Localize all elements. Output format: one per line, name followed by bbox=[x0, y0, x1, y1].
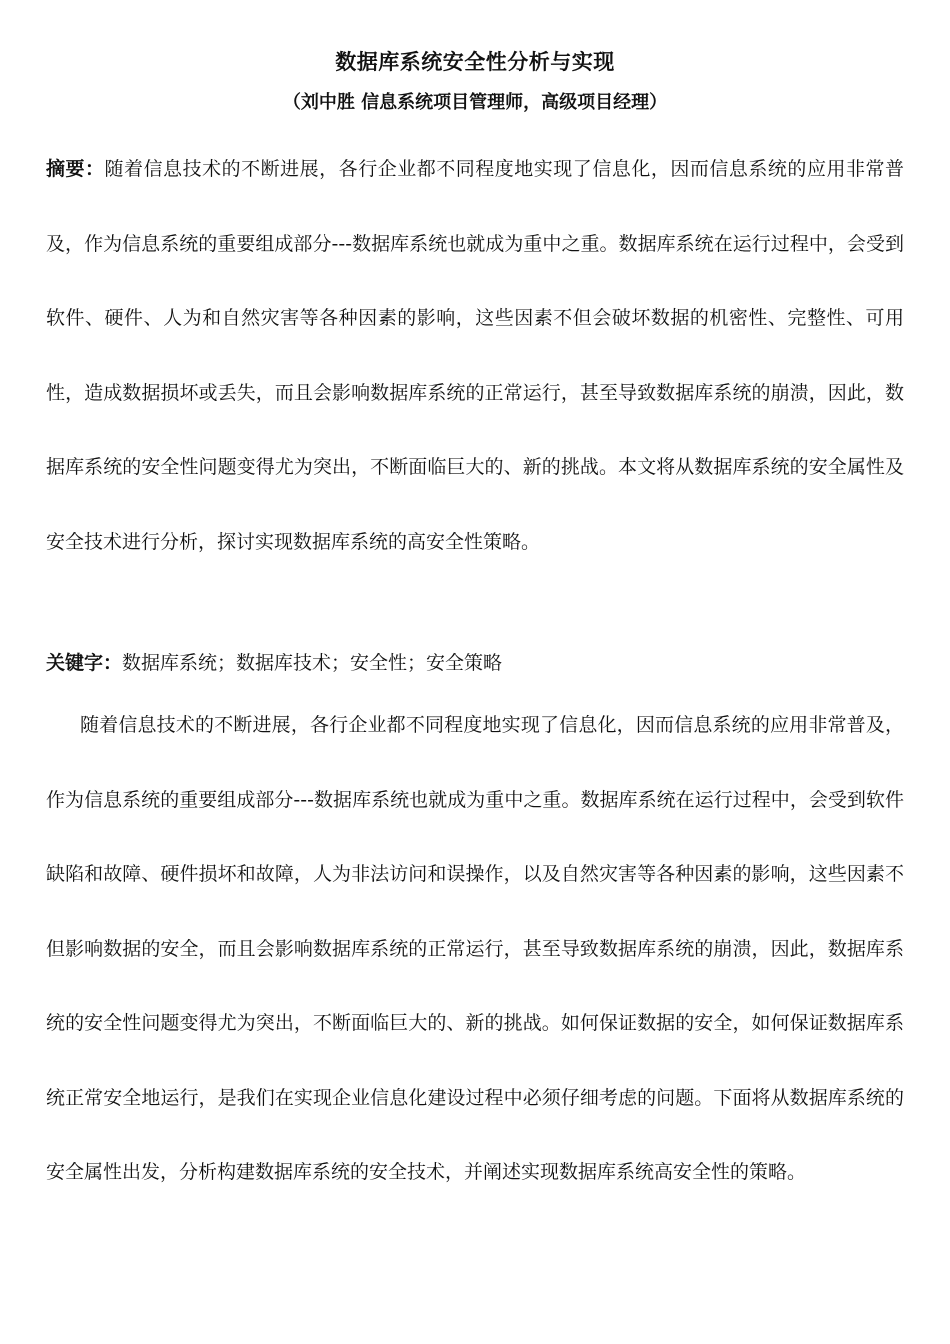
abstract-label: 摘要： bbox=[46, 158, 105, 180]
body-paragraph: 随着信息技术的不断进展，各行企业都不同程度地实现了信息化，因而信息系统的应用非常普及，作为信息系统的重要组成部分---数据库系统也就成为重中之重。数据库系统在运行过程中，会受到软件缺陷和故障、硬件损坏和故障，人为非法访问和误操作，以及自然灾害等各种因素的影响，这些因素不但影响数据的安全，而且会影响数据库系统的正常运行，甚至导致数据库系统的崩溃，因此，数据库系统的安全性问题变得尤为突出，不断面临巨大的、新的挑战。如何保证数据的安全，如何保证数据库系统正常安全地运行，是我们在实现企业信息化建设过程中必须仔细考虑的问题。下面将从数据库系统的安全属性出发，分析构建数据库系统的安全技术，并阐述实现数据库系统高安全性的策略。 bbox=[46, 714, 904, 1183]
abstract-section bbox=[46, 132, 904, 579]
keywords-text: 数据库系统；数据库技术；安全性；安全策略 bbox=[122, 652, 503, 674]
abstract-text: 随着信息技术的不断进展，各行企业都不同程度地实现了信息化，因而信息系统的应用非常普及，作为信息系统的重要组成部分---数据库系统也就成为重中之重。数据库系统在运行过程中，会受到软件、硬件、人为和自然灾害等各种因素的影响，这些因素不但会破坏数据的机密性、完整性、可用性，造成数据损坏或丢失，而且会影响数据库系统的正常运行，甚至导致数据库系统的崩溃，因此，数据库系统的安全性问题变得尤为突出，不断面临巨大的、新的挑战。本文将从数据库系统的安全属性及安全技术进行分析，探讨实现数据库系统的高安全性策略。 bbox=[46, 158, 904, 553]
author-line: （刘中胜 信息系统项目管理师，高级项目经理） bbox=[282, 92, 668, 113]
keywords-label: 关键字： bbox=[46, 652, 123, 674]
document-title: 数据库系统安全性分析与实现 bbox=[335, 50, 615, 74]
keywords-section bbox=[46, 643, 904, 683]
